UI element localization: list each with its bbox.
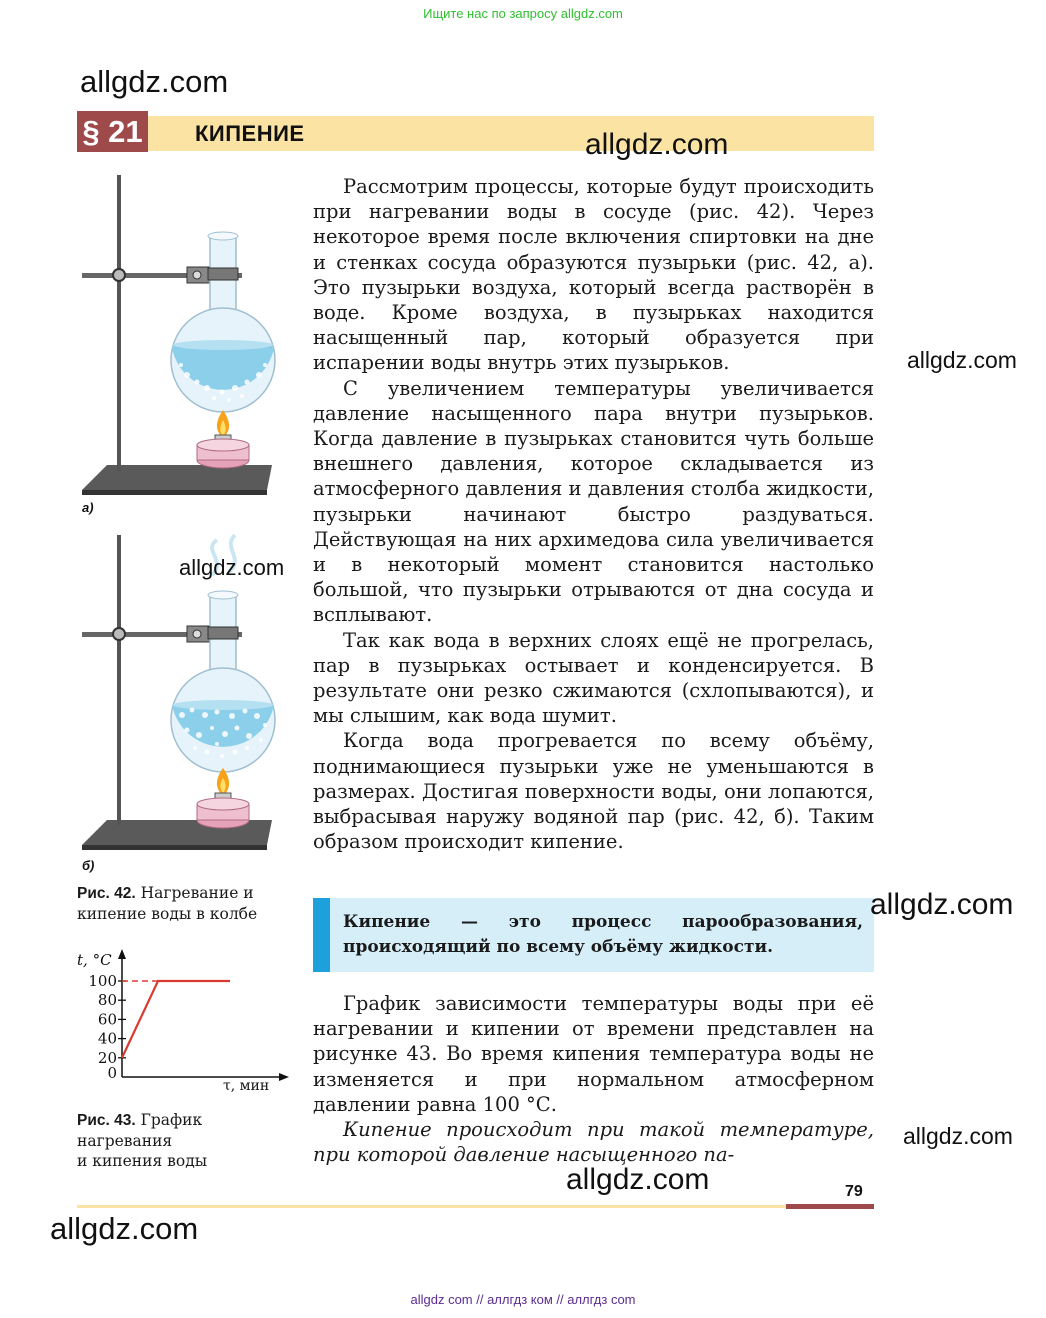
chart-ytick-label: 80 [97,991,117,1010]
chart-y-arrow [118,949,126,959]
paragraph-5: График зависимости температуры воды при её нагревании и кипении от времени представлен на рисунке 43. Во время кипения температура воды не изменяется и при нормальном атмосферном давлении равна 100 °С. [313,992,874,1116]
watermark: allgdz.com [566,1163,710,1196]
figure-43-chart [75,945,290,1095]
chart-ytick-label: 40 [97,1029,117,1048]
figure-43-caption-number: Рис. 43. [77,1112,136,1129]
watermark: allgdz.com [50,1211,199,1246]
definition-bar [313,898,330,972]
figure-42a [77,170,277,500]
paragraph-6: Кипение происходит при такой температуре, при которой давление насыщенного па- [313,1118,874,1167]
watermark: allgdz.com [870,888,1014,921]
chart-ytick-label: 20 [97,1048,117,1067]
stand-rod [117,535,121,825]
stand-base [82,465,272,490]
figure-43-caption-text3: и кипения воды [77,1152,208,1170]
paragraph-3: Так как вода в верхних слоях ещё не прогрелась, пар в пузырьках остывает и конденсируется. В результате они резко сжимаются (схлопываются), и мы слышим, как вода шумит. [313,628,874,728]
chart-ytick-label: 100 [88,972,117,990]
watermark: allgdz.com [585,128,729,161]
footer-rule [77,1205,786,1208]
definition-text: Кипение — это процесс парообразования, происходящий по всему объёму жидкости. [343,912,863,957]
chart-ylabel: t, °C [77,951,112,969]
figure-43-caption-text2: нагревания [77,1132,173,1150]
top-note: Ищите нас по запросу allgdz.com [423,6,623,21]
figure-42-caption-text: Нагревание и кипение воды в колбе [77,884,258,923]
definition-box [313,898,874,972]
bottom-note: allgdz com // аллгдз ком // аллгдз com [410,1292,636,1307]
figure-43-caption [77,1110,277,1171]
section-title: КИПЕНИЕ [195,121,305,146]
chart-series-line [122,981,230,1058]
chart-ytick-label: 60 [97,1010,117,1029]
stand-rod [117,175,121,471]
paragraph-1: Рассмотрим процессы, которые будут происходить при нагревании воды в сосуде (рис. 42). Через некоторое время после включения спиртовки на дне и стенках сосуда образуются пузырьки (рис. 42, а). Это пузырьки воздуха, который всегда растворён в воде. Кроме воздуха, в пузырьках находится насыщенный пар, который образуется при испарении воды внутрь этих пузырьков. [313,175,874,375]
body-text-2 [313,991,874,1167]
footer-rule-accent [786,1204,874,1209]
figure-42b-label: б) [82,858,95,873]
figure-42-caption [77,883,297,924]
paragraph-4: Когда вода прогревается по всему объёму, поднимающиеся пузырьки уже не уменьшаются в размерах. Достигая поверхности воды, они лопаются, выбрасывая наружу водяной пар (рис. 42, б). Таким образом происходит кипение. [313,729,874,854]
page-number: 79 [845,1183,863,1200]
body-text [313,174,874,854]
figure-43-caption-text1: График [140,1111,203,1129]
section-number: § 21 [77,111,148,152]
chart-x-arrow [279,1073,289,1081]
watermark: allgdz.com [903,1123,1013,1149]
watermark: allgdz.com [179,555,285,580]
paragraph-2: С увеличением температуры увеличивается давление насыщенного пара внутри пузырьков. Когда давление в пузырьках становится чуть больше внешнего давления, которое складывается из атмосферного давления и давления столба жидкости, пузырьки начинают быстро раздуваться. Действующая на них архимедова сила увеличивается и в некоторый момент становится настолько большой, что пузырьки отрываются от дна сосуда и всплывают. [313,376,874,627]
figure-42a-label: а) [82,500,94,515]
watermark: allgdz.com [80,64,229,99]
chart-ytick-label: 0 [107,1064,117,1082]
figure-42-caption-number: Рис. 42. [77,885,136,902]
watermark: allgdz.com [907,347,1017,373]
chart-xlabel: τ, мин [223,1078,270,1094]
